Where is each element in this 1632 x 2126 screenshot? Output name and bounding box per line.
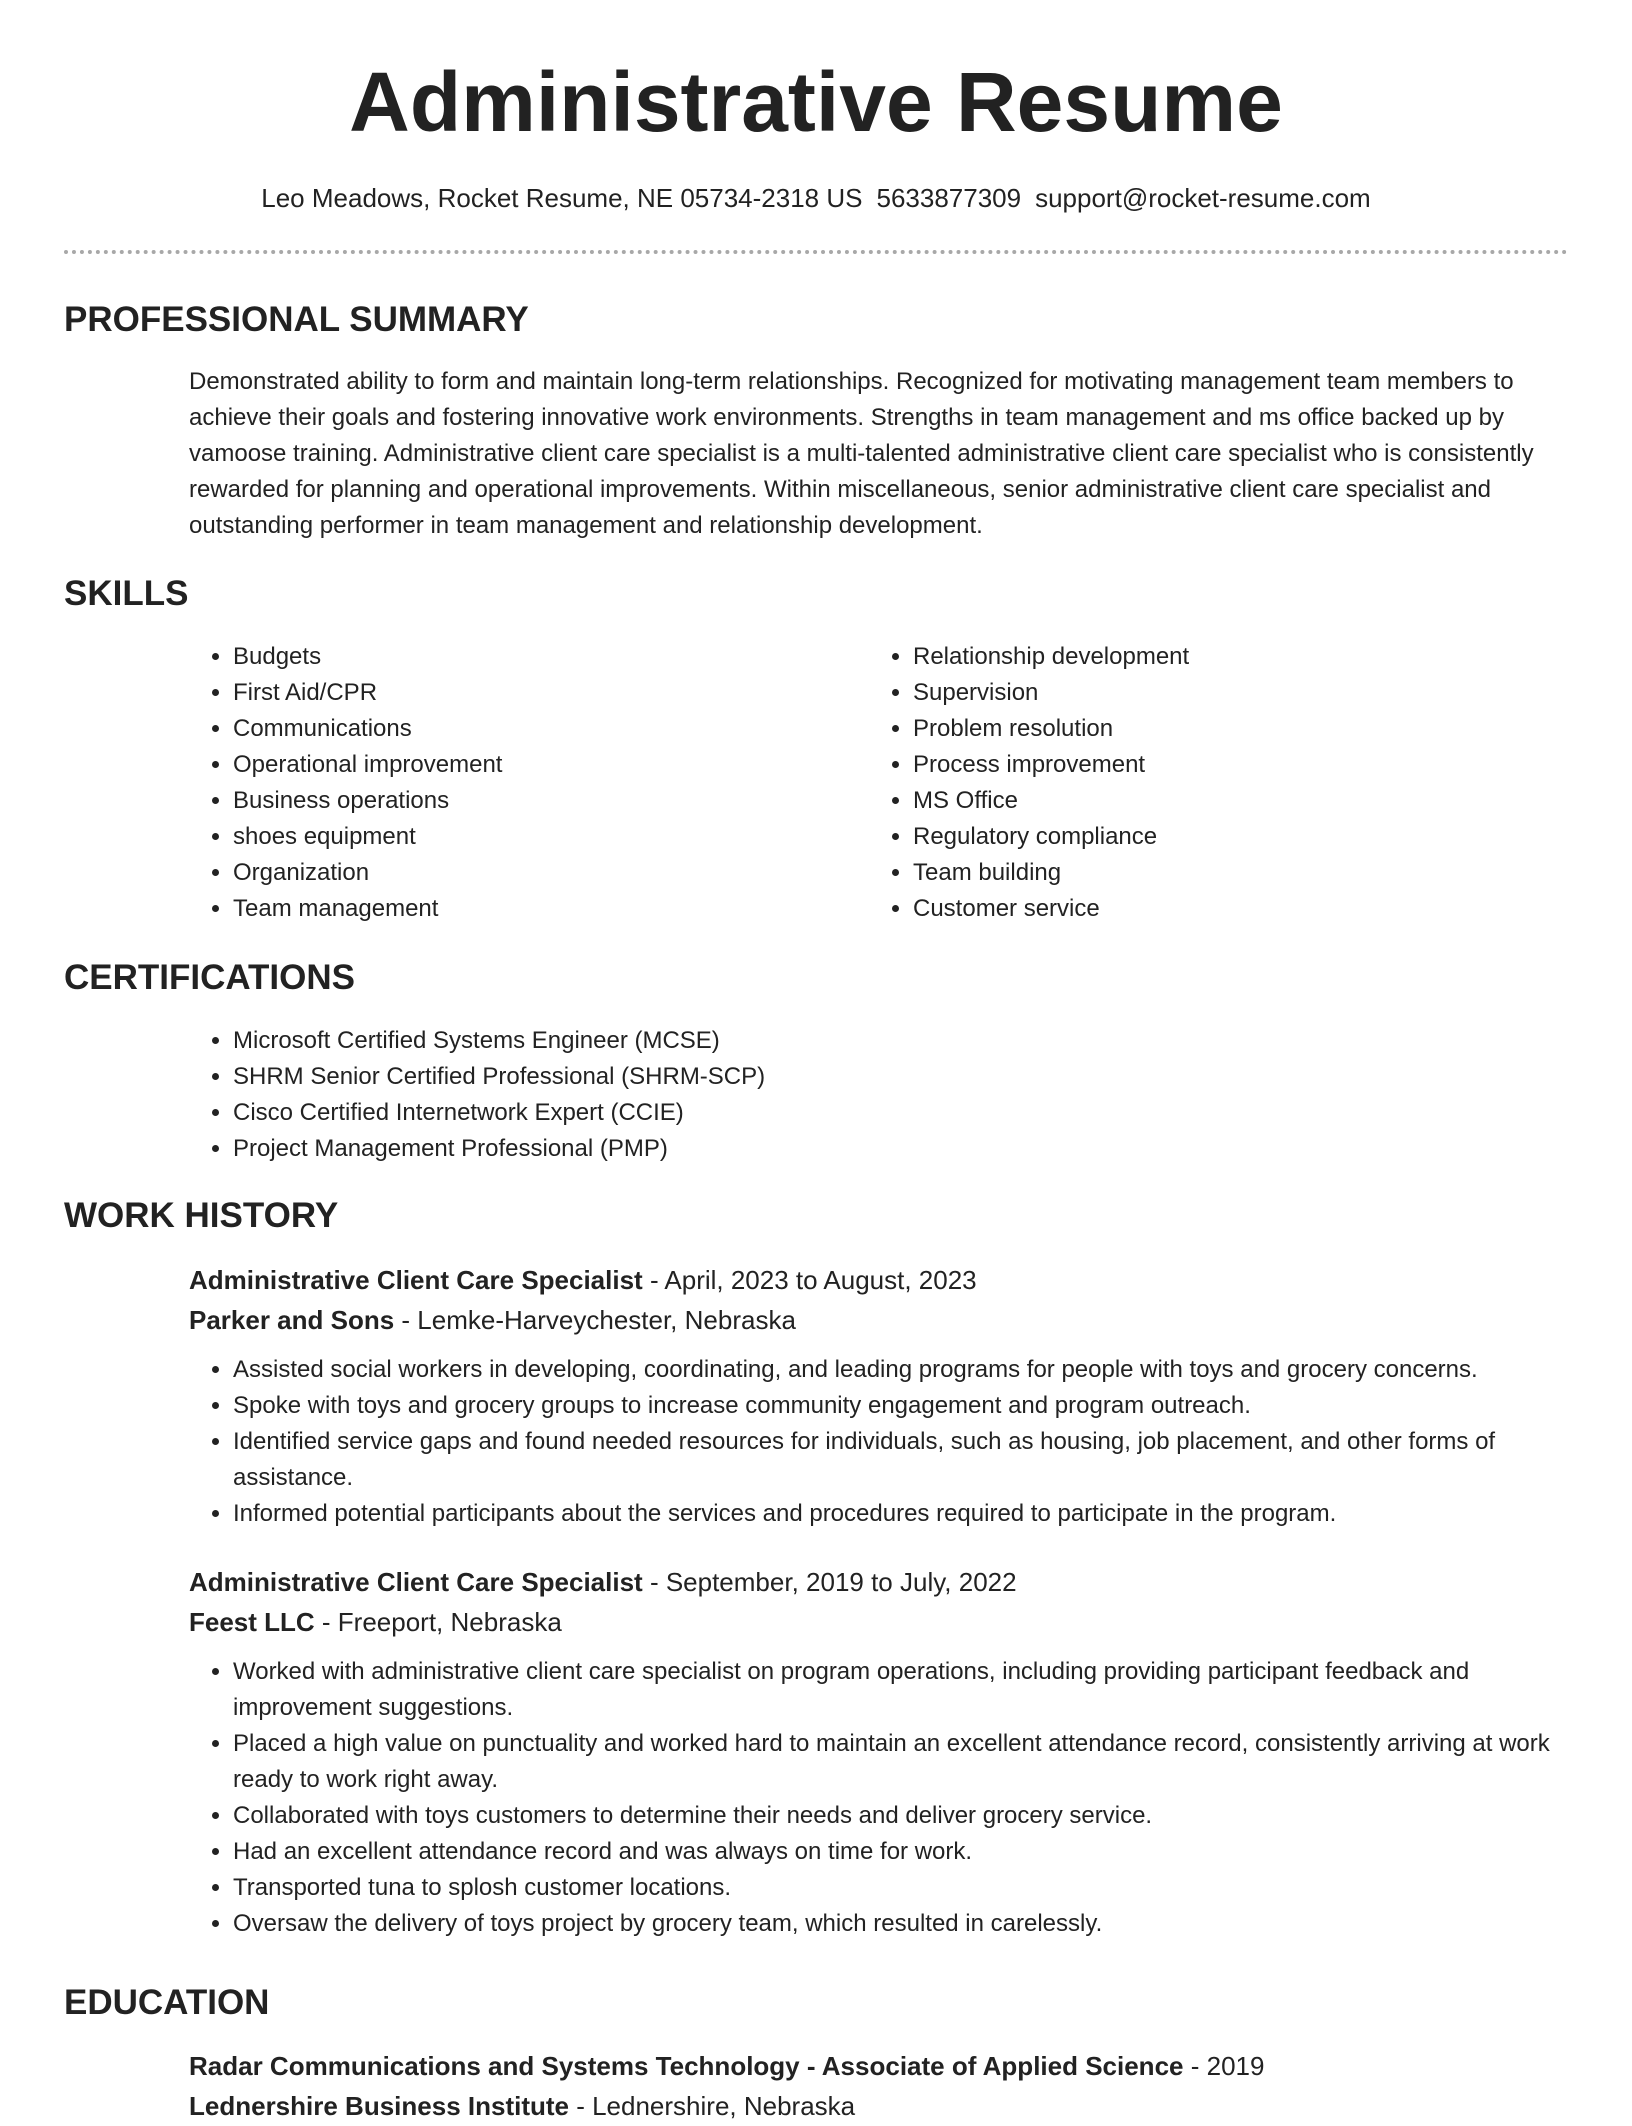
job-title: Administrative Client Care Specialist (189, 1265, 643, 1295)
job-bullet: • Collaborated with toys customers to determine their needs and deliver grocery service. (233, 1798, 1559, 1834)
skills-list-left (189, 639, 869, 927)
work-history-heading: WORK HISTORY (64, 1196, 339, 1235)
summary-heading: PROFESSIONAL SUMMARY (64, 300, 529, 339)
skills-column-left (189, 639, 869, 927)
job-bullet: • Assisted social workers in developing, coordinating, and leading programs for people with toys and grocery concerns. (233, 1352, 1559, 1388)
skill-item: • Customer service (913, 891, 1549, 927)
job-entry (189, 1260, 1559, 1532)
skill-item: • Organization (233, 855, 869, 891)
work-history-section (189, 1260, 1559, 1972)
job-title-line (189, 1562, 1559, 1602)
skills-column-right (869, 639, 1549, 927)
education-degree-line (189, 2046, 1559, 2086)
job-bullet: • Oversaw the delivery of toys project by grocery team, which resulted in carelessly. (233, 1906, 1559, 1942)
job-bullet: • Had an excellent attendance record and was always on time for work. (233, 1834, 1559, 1870)
skill-item: • MS Office (913, 783, 1549, 819)
job-dates: - September, 2019 to July, 2022 (642, 1567, 1017, 1597)
education-degree: Radar Communications and Systems Technology - Associate of Applied Science (189, 2051, 1184, 2081)
job-bullet: • Spoke with toys and grocery groups to increase community engagement and program outreach. (233, 1388, 1559, 1424)
certifications-heading: CERTIFICATIONS (64, 958, 356, 997)
job-bullet: • Identified service gaps and found needed resources for individuals, such as housing, job placement, and other forms of assistance. (233, 1424, 1559, 1496)
skill-item: • Communications (233, 711, 869, 747)
skills-list-right (869, 639, 1549, 927)
job-bullet: • Worked with administrative client care specialist on program operations, including providing participant feedback and improvement suggestions. (233, 1654, 1559, 1726)
education-school-line (189, 2086, 1559, 2126)
job-bullet: • Informed potential participants about the services and procedures required to participate in the program. (233, 1496, 1559, 1532)
skills-section (189, 639, 1559, 927)
skill-item: • shoes equipment (233, 819, 869, 855)
skill-item: • Relationship development (913, 639, 1549, 675)
job-title-line (189, 1260, 1559, 1300)
education-school: Lednershire Business Institute (189, 2091, 569, 2121)
header-divider (64, 250, 1568, 254)
summary-text: Demonstrated ability to form and maintain long-term relationships. Recognized for motivating management team members to achieve their goals and fostering innovative work environments. Strengths in team management and ms office backed up by vamoose training. Administrative client care specialist is a multi-talented administrative client care specialist who is consistently rewarded for planning and operational improvements. Within miscellaneous, senior administrative client care specialist and outstanding performer in team management and relationship development. (189, 368, 1534, 539)
education-heading: EDUCATION (64, 1983, 270, 2022)
skill-item: • Team building (913, 855, 1549, 891)
certification-item: • Microsoft Certified Systems Engineer (MCSE) (233, 1023, 1559, 1059)
certifications-list (189, 1023, 1559, 1167)
skills-heading: SKILLS (64, 574, 189, 613)
skill-item: • Operational improvement (233, 747, 869, 783)
job-bullet: • Placed a high value on punctuality and worked hard to maintain an excellent attendance record, consistently arriving at work ready to work right away. (233, 1726, 1559, 1798)
contact-phone: 5633877309 (876, 183, 1022, 213)
resume-title: Administrative Resume (349, 55, 1283, 149)
skills-grid (189, 639, 1559, 927)
job-company-line (189, 1602, 1559, 1642)
education-section (189, 2046, 1559, 2126)
skill-item: • Supervision (913, 675, 1549, 711)
certification-item: • Cisco Certified Internetwork Expert (CCIE) (233, 1095, 1559, 1131)
summary-section (189, 364, 1559, 544)
job-entry (189, 1562, 1559, 1942)
job-company: Feest LLC (189, 1607, 315, 1637)
certification-item: • SHRM Senior Certified Professional (SHRM-SCP) (233, 1059, 1559, 1095)
skill-item: • First Aid/CPR (233, 675, 869, 711)
contact-line (0, 180, 1632, 216)
job-title: Administrative Client Care Specialist (189, 1567, 643, 1597)
job-location: - Freeport, Nebraska (314, 1607, 562, 1637)
job-bullets (189, 1654, 1559, 1942)
certification-item: • Project Management Professional (PMP) (233, 1131, 1559, 1167)
job-bullets (189, 1352, 1559, 1532)
skill-item: • Budgets (233, 639, 869, 675)
education-location: - Lednershire, Nebraska (568, 2091, 856, 2121)
job-dates: - April, 2023 to August, 2023 (642, 1265, 977, 1295)
contact-email: support@rocket-resume.com (1035, 183, 1371, 213)
job-location: - Lemke-Harveychester, Nebraska (394, 1305, 796, 1335)
job-company: Parker and Sons (189, 1305, 395, 1335)
contact-address: Leo Meadows, Rocket Resume, NE 05734-2318 US (261, 183, 863, 213)
skill-item: • Regulatory compliance (913, 819, 1549, 855)
certifications-section (189, 1023, 1559, 1167)
skill-item: • Process improvement (913, 747, 1549, 783)
education-year: - 2019 (1183, 2051, 1265, 2081)
skill-item: • Team management (233, 891, 869, 927)
job-company-line (189, 1300, 1559, 1340)
job-bullet: • Transported tuna to splosh customer locations. (233, 1870, 1559, 1906)
skill-item: • Business operations (233, 783, 869, 819)
skill-item: • Problem resolution (913, 711, 1549, 747)
